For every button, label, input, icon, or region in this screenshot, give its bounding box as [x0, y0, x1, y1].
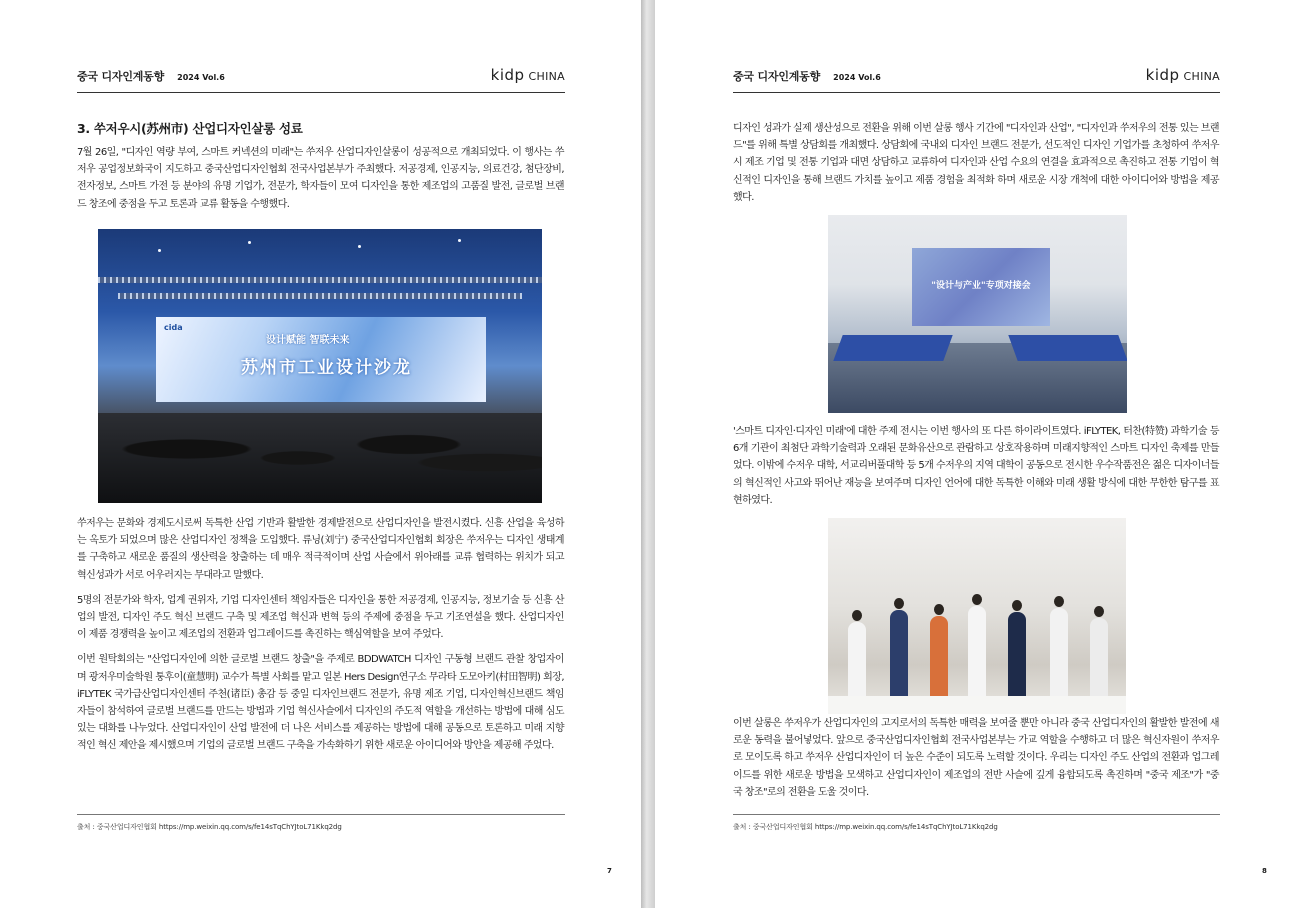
screen-subtitle: 设计赋能 智联未来 [266, 335, 350, 346]
right-text-bottom [733, 715, 1219, 809]
book-gutter [641, 0, 655, 908]
section-title: 3. 쑤저우시(苏州市) 산업디자인살롱 성료 [77, 121, 303, 136]
screen-brand: cida [164, 323, 183, 332]
attendee [968, 606, 986, 702]
source-note: 출처 : 중국산업디자인협회 https://mp.weixin.qq.com/s/fe14sTqChYJtoL71Kkq2dg [733, 823, 998, 831]
logo-mark: kidp [1145, 66, 1180, 84]
right-page [655, 0, 1296, 908]
attendee [890, 610, 908, 702]
attendee [1090, 618, 1108, 702]
header-rule [733, 92, 1220, 93]
header-title-group [733, 65, 881, 84]
paragraph: 5명의 전문가와 학자, 업계 권위자, 기업 디자인센터 책임자들은 디자인을 통한 저공경제, 인공지능, 정보기술 등 신흥 산업의 발전, 디자인 주도 혁신 브랜드 구축 및 제조업 혁신과 변혁 등의 주제에 중점을 두고 기조연설을 했다. 산업디자인이 제품 경쟁력을 높이고 제조업의 전환과 업그레이드를 촉진하는 핵심역할을 보여 주었다. [77, 594, 564, 641]
right-header [733, 62, 1220, 84]
header-title: 중국 디자인계동향 [733, 70, 821, 83]
ceiling-light [458, 239, 461, 242]
ceiling-light [358, 245, 361, 248]
attendee [930, 616, 948, 702]
paragraph: 7월 26일, "디자인 역량 부여, 스마트 커넥션의 미래"는 쑤저우 산업디자인살롱이 성공적으로 개최되었다. 이 행사는 쑤저우 공업정보화국이 지도하고 중국산업디자인협회 전국사업본부가 주최했다. 저공경제, 인공지능, 의료건강, 첨단장비, 전자정보, 스마트 가전 등 분야의 유명 기업가, 전문가, 학자들이 모여 디자인을 통한 제조업의 고품질 발전, 글로벌 브랜드 창조에 중점을 두고 토론과 교류 활동을 수행했다. [77, 147, 564, 210]
header-volume: 2024 Vol.6 [177, 73, 225, 82]
left-header [77, 62, 565, 84]
logo-text: CHINA [1183, 70, 1220, 83]
page-number: 8 [1262, 867, 1267, 875]
right-text-middle [733, 423, 1219, 517]
header-title-group [77, 65, 225, 84]
meeting-screen-text: "设计与产业"专项对接会 [931, 281, 1031, 291]
footer-rule [77, 814, 565, 815]
attendee-head [1094, 606, 1104, 617]
salon-venue-photo [98, 229, 542, 503]
left-text-top [77, 120, 564, 221]
header-rule [77, 92, 565, 93]
paragraph: 디자인 성과가 실제 생산성으로 전환을 위해 이번 살롱 행사 기간에 "디자인과 산업", "디자인과 쑤저우의 전통 있는 브랜드"를 위해 특별 상담회를 개최했다. 상담회에 국내외 디자인 브랜드 전문가, 선도적인 디자인 기업가를 초청하여 쑤저우시 제조 기업 및 전통 기업과 대면 상담하고 교류하여 디자인과 산업 수요의 연결을 효과적으로 촉진하고 전통 기업이 혁신적인 디자인을 통해 브랜드 가치를 높이고 제품 경험을 최적화 하며 새로운 시장 개척에 대한 아이디어와 방법을 제공했다. [733, 123, 1219, 203]
logo-mark: kidp [490, 66, 525, 84]
attendee-head [934, 604, 944, 615]
paragraph: 쑤저우는 문화와 경제도시로써 독특한 산업 기반과 활발한 경제발전으로 산업디자인을 발전시켰다. 신흥 산업을 육성하는 옥토가 되었으며 많은 산업디자인 정책을 도입했다. 류닝(刘宁) 중국산업디자인협회 회장은 쑤저우는 디자인 생태계를 구축하고 새로운 품질의 생산력을 창출하는 데 매우 적극적이며 산업 사슬에서 위아래를 교류 협력하는 위치가 되고 혁신성과가 서로 어우러지는 무대라고 말했다. [77, 518, 564, 581]
attendee [848, 622, 866, 702]
right-text-top [733, 120, 1219, 214]
header-volume: 2024 Vol.6 [833, 73, 881, 82]
meeting-table [833, 335, 952, 361]
audience [98, 413, 542, 503]
meeting-screen [912, 248, 1050, 326]
attendee-head [1054, 596, 1064, 607]
attendee-head [852, 610, 862, 621]
stage-screen [156, 317, 486, 402]
screen-title: 苏州市工业设计沙龙 [241, 358, 412, 378]
attendee [1008, 612, 1026, 702]
ceiling-truss [118, 293, 522, 299]
ceiling-light [248, 241, 251, 244]
attendee [1050, 608, 1068, 702]
meeting-table [1008, 335, 1127, 361]
attendee-head [894, 598, 904, 609]
source-note: 출처 : 중국산업디자인협회 https://mp.weixin.qq.com/s/fe14sTqChYJtoL71Kkq2dg [77, 823, 342, 831]
consultation-meeting-photo [828, 215, 1127, 413]
left-page [0, 0, 641, 908]
paragraph: 이번 살롱은 쑤저우가 산업디자인의 고지로서의 독특한 매력을 보여줄 뿐만 아니라 중국 산업디자인의 활발한 발전에 새로운 동력을 불어넣었다. 앞으로 중국산업디자인협회 전국사업본부는 가교 역할을 수행하고 더 많은 혁신자원이 쑤저우로 모이도록 하고 쑤저우 산업디자인이 더 높은 수준이 되도록 노력할 것이다. 우리는 디자인 주도 산업의 전환과 업그레이드를 위한 새로운 방법을 모색하고 산업디자인이 제조업의 전반 사슬에 깊게 융합되도록 촉진하며 "중국 제조"가 "중국 창조"로의 전환을 도울 것이다. [733, 718, 1219, 798]
attendee-head [972, 594, 982, 605]
logo-text: CHINA [528, 70, 565, 83]
attendee-head [1012, 600, 1022, 611]
kidp-logo [491, 66, 565, 84]
exhibition-visit-photo [828, 518, 1126, 714]
header-title: 중국 디자인계동향 [77, 70, 165, 83]
page-number: 7 [607, 867, 612, 875]
paragraph: '스마트 디자인·디자인 미래'에 대한 주제 전시는 이번 행사의 또 다른 하이라이트였다. iFLYTEK, 터찬(特赞) 과학기술 등 6개 기관이 최첨단 과학기술력과 오래된 문화유산으로 관람하고 상호작용하며 미래지향적인 스마트 디자인 축제를 만들었다. 이밖에 수저우 대학, 서교리버풀대학 등 5개 수저우의 지역 대학이 공동으로 전시한 우수작품전은 젊은 디자이너들의 혁신적인 사고와 뛰어난 재능을 보여주며 디자인 언어에 대한 독특한 이해와 미래 생활 방식에 대한 무한한 탐구를 표현하였다. [733, 426, 1219, 506]
paragraph: 이번 원탁회의는 "산업디자인에 의한 글로벌 브랜드 창출"을 주제로 BDDWATCH 디자인 구동형 브랜드 관찰 창업자이며 광저우미술학원 퉁후이(童慧明) 교수가 특별 사회를 맡고 일본 Hers Design연구소 무라타 도모아키(村田智明) 회장, iFLYTEK 국가급산업디자인센터 주천(诸臣) 총감 등 중일 디자인브랜드 전문가, 유명 제조 기업, 디자인혁신브랜드 책임자들이 참석하여 글로벌 브랜드를 만드는 방법과 기업 혁신사슬에서 디자인의 주도적 역할을 개선하는 방법에 대해 심도 있는 대화를 나누었다. 산업디자인이 산업 발전에 더 나은 서비스를 제공하는 방법에 대해 공동으로 토론하고 미래 지향적인 혁신 제안을 제시했으며 기업의 글로벌 브랜드 구축을 가속화하기 위한 새로운 아이디어와 방안을 제공해 주었다. [77, 654, 564, 752]
left-text-bottom [77, 515, 564, 763]
ceiling-truss [98, 277, 542, 283]
footer-rule [733, 814, 1220, 815]
ceiling-light [158, 249, 161, 252]
kidp-logo [1146, 66, 1220, 84]
exhibition-desk [828, 696, 1126, 714]
